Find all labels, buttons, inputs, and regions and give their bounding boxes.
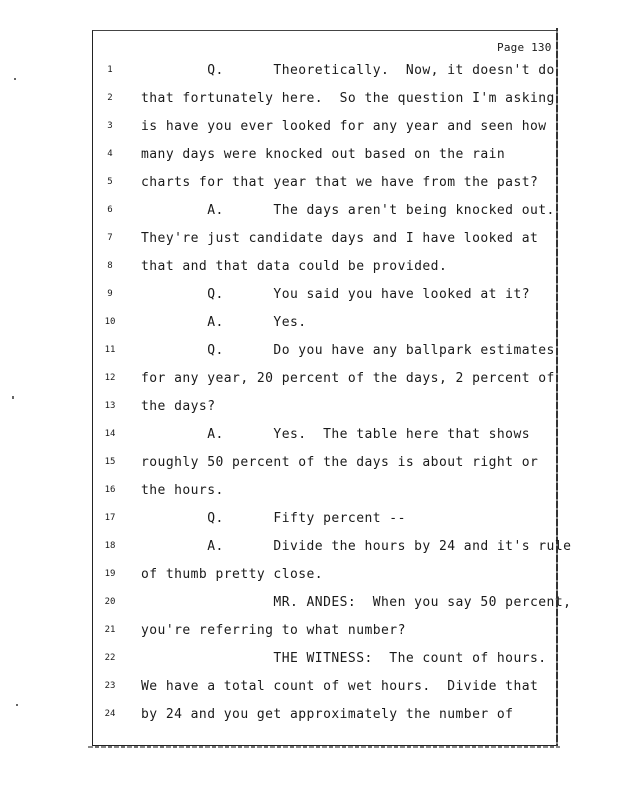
line-number: 21 xyxy=(104,625,116,635)
transcript-line xyxy=(0,509,618,529)
line-number: 9 xyxy=(107,289,113,299)
transcript-line xyxy=(0,649,618,669)
line-text: Q. Do you have any ballpark estimates xyxy=(141,343,555,358)
line-number: 19 xyxy=(104,569,116,579)
line-number: 23 xyxy=(104,681,116,691)
line-number: 12 xyxy=(104,373,116,383)
transcript-line xyxy=(0,89,618,109)
line-number: 2 xyxy=(107,93,113,103)
transcript-line xyxy=(0,173,618,193)
line-text: A. Yes. The table here that shows xyxy=(141,427,531,442)
transcript-line xyxy=(0,369,618,389)
line-text: that fortunately here. So the question I'm asking xyxy=(141,91,555,106)
line-number: 22 xyxy=(104,653,116,663)
transcript-line xyxy=(0,145,618,165)
line-text: that and that data could be provided. xyxy=(141,259,448,274)
line-number: 20 xyxy=(104,597,116,607)
transcript-line xyxy=(0,425,618,445)
line-number: 1 xyxy=(107,65,113,75)
transcript-line xyxy=(0,229,618,249)
line-number: 3 xyxy=(107,121,113,131)
transcript-line xyxy=(0,201,618,221)
line-text: of thumb pretty close. xyxy=(141,567,324,582)
line-text: A. The days aren't being knocked out. xyxy=(141,203,555,218)
transcript-line xyxy=(0,677,618,697)
bottom-scan-noise xyxy=(88,746,560,748)
page-number: Page 130 xyxy=(497,41,552,54)
transcript-line xyxy=(0,313,618,333)
line-text: Q. Theoretically. Now, it doesn't do xyxy=(141,63,555,78)
transcript-line xyxy=(0,453,618,473)
line-text: Q. You said you have looked at it? xyxy=(141,287,531,302)
line-number: 8 xyxy=(107,261,113,271)
line-text: We have a total count of wet hours. Divide that xyxy=(141,679,539,694)
transcript-line xyxy=(0,705,618,725)
transcript-line xyxy=(0,537,618,557)
transcript-line xyxy=(0,257,618,277)
line-number: 17 xyxy=(104,513,116,523)
line-number: 15 xyxy=(104,457,116,467)
line-number: 10 xyxy=(104,317,116,327)
line-text: MR. ANDES: When you say 50 percent, xyxy=(141,595,572,610)
line-text: you're referring to what number? xyxy=(141,623,406,638)
line-text: roughly 50 percent of the days is about right or xyxy=(141,455,539,470)
line-number: 13 xyxy=(104,401,116,411)
transcript-line xyxy=(0,481,618,501)
transcript-line xyxy=(0,341,618,361)
line-number: 11 xyxy=(104,345,116,355)
line-number: 14 xyxy=(104,429,116,439)
line-text: They're just candidate days and I have looked at xyxy=(141,231,539,246)
line-text: A. Divide the hours by 24 and it's rule xyxy=(141,539,572,554)
line-number: 7 xyxy=(107,233,113,243)
transcript-line xyxy=(0,621,618,641)
transcript-line xyxy=(0,593,618,613)
line-text: the hours. xyxy=(141,483,224,498)
line-number: 24 xyxy=(104,709,116,719)
line-text: charts for that year that we have from the past? xyxy=(141,175,539,190)
line-text: many days were knocked out based on the rain xyxy=(141,147,506,162)
transcript-line xyxy=(0,285,618,305)
line-number: 18 xyxy=(104,541,116,551)
line-number: 16 xyxy=(104,485,116,495)
line-number: 6 xyxy=(107,205,113,215)
transcript-line xyxy=(0,397,618,417)
line-number: 4 xyxy=(107,149,113,159)
line-text: the days? xyxy=(141,399,216,414)
line-text: is have you ever looked for any year and seen how xyxy=(141,119,547,134)
line-text: Q. Fifty percent -- xyxy=(141,511,406,526)
transcript-line xyxy=(0,565,618,585)
line-number: 5 xyxy=(107,177,113,187)
transcript-line xyxy=(0,117,618,137)
line-text: A. Yes. xyxy=(141,315,307,330)
transcript-line xyxy=(0,61,618,81)
line-text: by 24 and you get approximately the number of xyxy=(141,707,514,722)
line-text: THE WITNESS: The count of hours. xyxy=(141,651,547,666)
line-text: for any year, 20 percent of the days, 2 percent of xyxy=(141,371,555,386)
